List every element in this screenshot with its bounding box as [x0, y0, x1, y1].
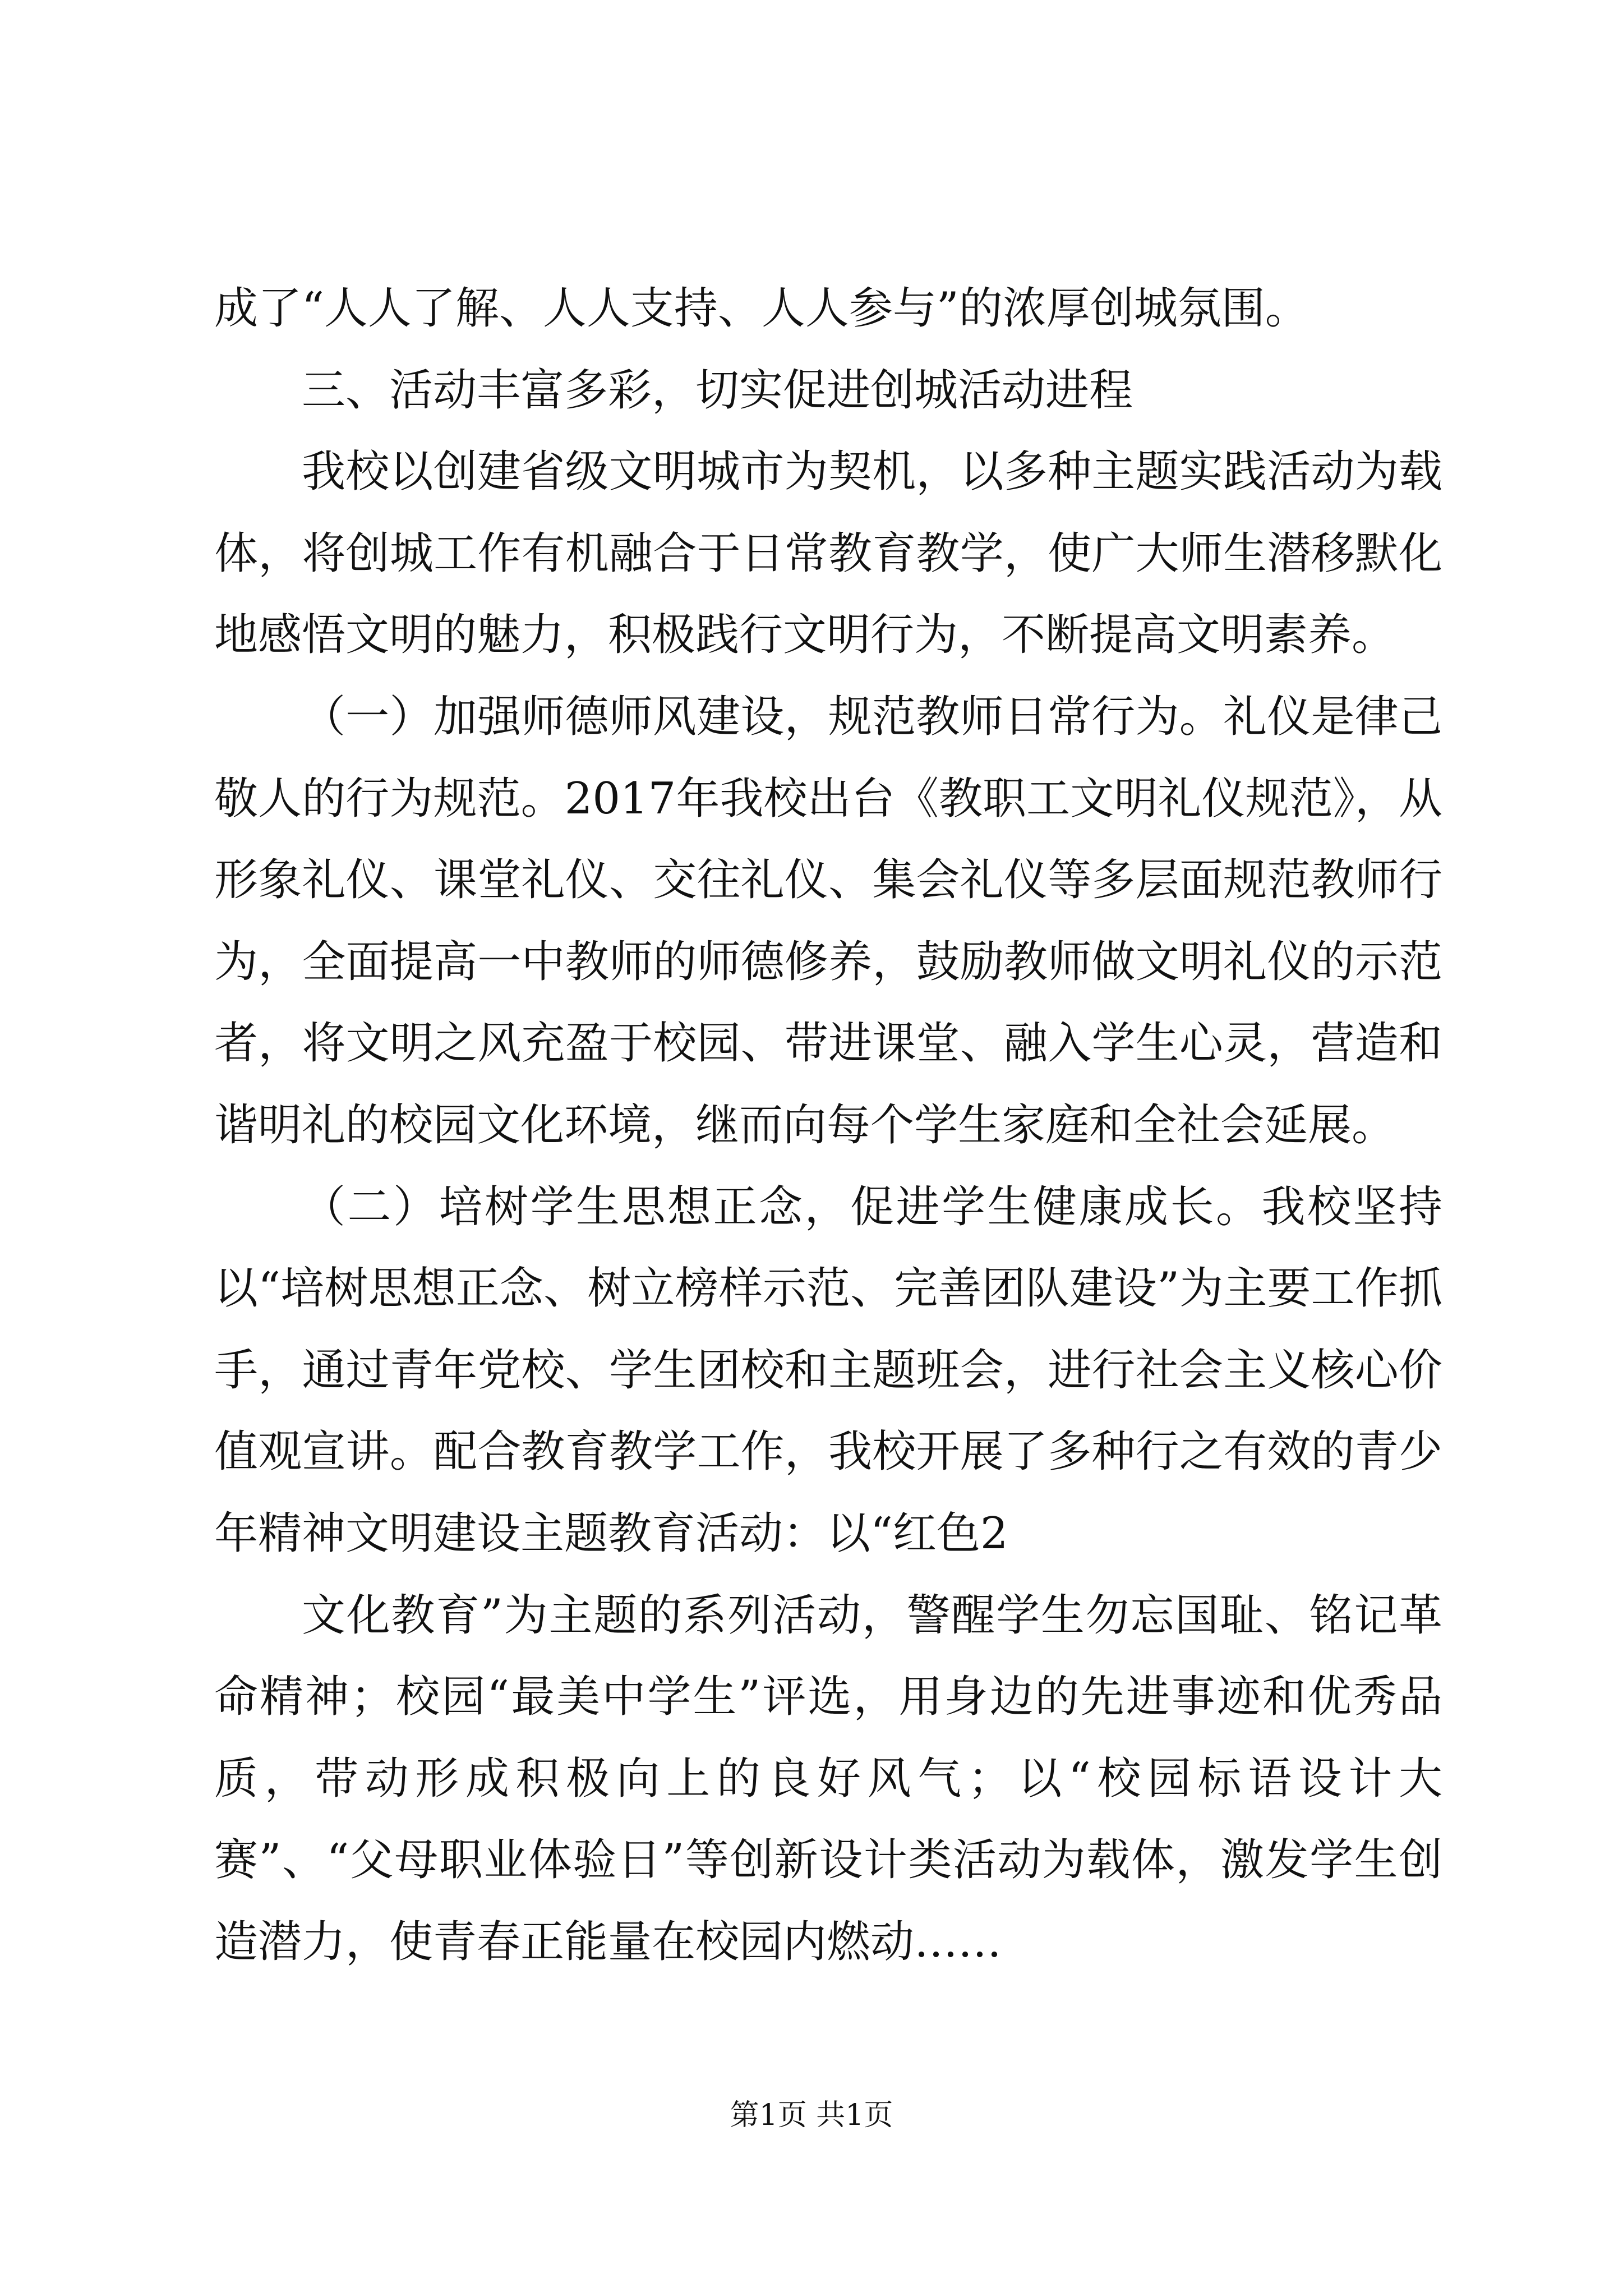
paragraph-intro: 我校以创建省级文明城市为契机，以多种主题实践活动为载体，将创城工作有机融合于日常教育教学，使广大师生潜移默化地感悟文明的魅力，积极践行文明行为，不断提高文明素养。 [214, 447, 1442, 661]
paragraph-continuation: 成了“人人了解、人人支持、人人参与”的浓厚创城氛围。 [214, 283, 1309, 334]
document-body [214, 268, 1442, 1983]
paragraph-student-growth: （二）培树学生思想正念，促进学生健康成长。我校坚持以“培树思想正念、树立榜样示范、完善团队建设”为主要工作抓手，通过青年党校、学生团校和主题班会，进行社会主义核心价值观宣讲。配合教育教学工作，我校开展了多种行之有效的青少年精神文明建设主题教育活动：以“红色2 [214, 1181, 1442, 1559]
section-heading: 三、活动丰富多彩，切实促进创城活动进程 [302, 365, 1133, 416]
page-footer: 第1页 共1页 [730, 2099, 893, 2132]
paragraph-activities: 文化教育”为主题的系列活动，警醒学生勿忘国耻、铭记革命精神；校园“最美中学生”评选，用身边的先进事迹和优秀品质，带动形成积极向上的良好风气；以“校园标语设计大赛”、“父母职业体验日”等创新设计类活动为载体，激发学生创造潜力，使青春正能量在校园内燃动…… [214, 1590, 1442, 1967]
paragraph-teacher-ethics: （一）加强师德师风建设，规范教师日常行为。礼仪是律己敬人的行为规范。2017年我校出台《教职工文明礼仪规范》，从形象礼仪、课堂礼仪、交往礼仪、集会礼仪等多层面规范教师行为，全面提高一中教师的师德修养，鼓励教师做文明礼仪的示范者，将文明之风充盈于校园、带进课堂、融入学生心灵，营造和谐明礼的校园文化环境，继而向每个学生家庭和全社会延展。 [214, 691, 1442, 1151]
